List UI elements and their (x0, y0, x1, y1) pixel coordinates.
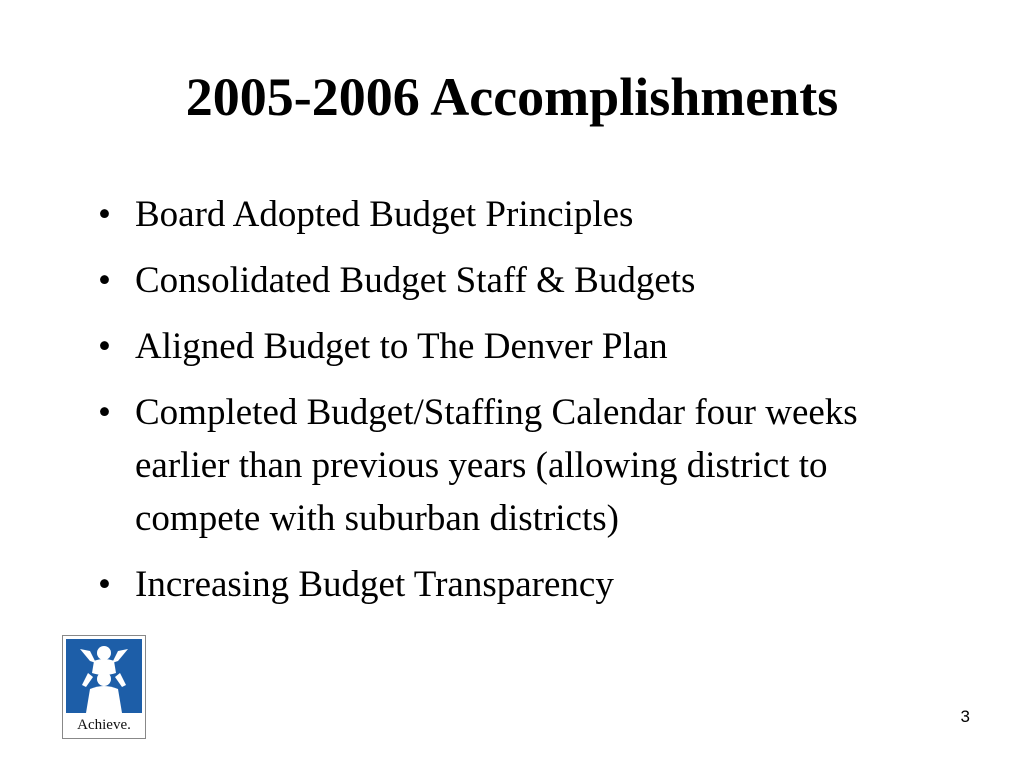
achieve-logo (62, 635, 146, 739)
bullet-icon: • (98, 326, 111, 367)
bullet-text: Increasing Budget Transparency (135, 564, 614, 605)
parent-child-silhouette-icon (66, 639, 142, 713)
bullet-item (98, 254, 958, 307)
bullet-icon: • (98, 564, 111, 605)
bullet-text: Completed Budget/Staffing Calendar four weeks earlier than previous years (allowing district to compete with suburban districts) (135, 392, 858, 539)
page-number: 3 (960, 707, 970, 726)
bullet-text: Board Adopted Budget Principles (135, 194, 634, 235)
logo-text: Achieve. (77, 717, 131, 733)
logo-silhouette-svg (66, 639, 142, 713)
bullet-list (98, 188, 958, 624)
bullet-text: Aligned Budget to The Denver Plan (135, 326, 668, 367)
bullet-item (98, 558, 958, 611)
slide-title: 2005-2006 Accomplishments (185, 67, 839, 127)
bullet-item (98, 320, 958, 373)
bullet-text: Consolidated Budget Staff & Budgets (135, 260, 696, 301)
bullet-icon: • (98, 260, 111, 301)
bullet-icon: • (98, 392, 111, 433)
bullet-icon: • (98, 194, 111, 235)
bullet-item (98, 386, 958, 545)
bullet-item (98, 188, 958, 241)
